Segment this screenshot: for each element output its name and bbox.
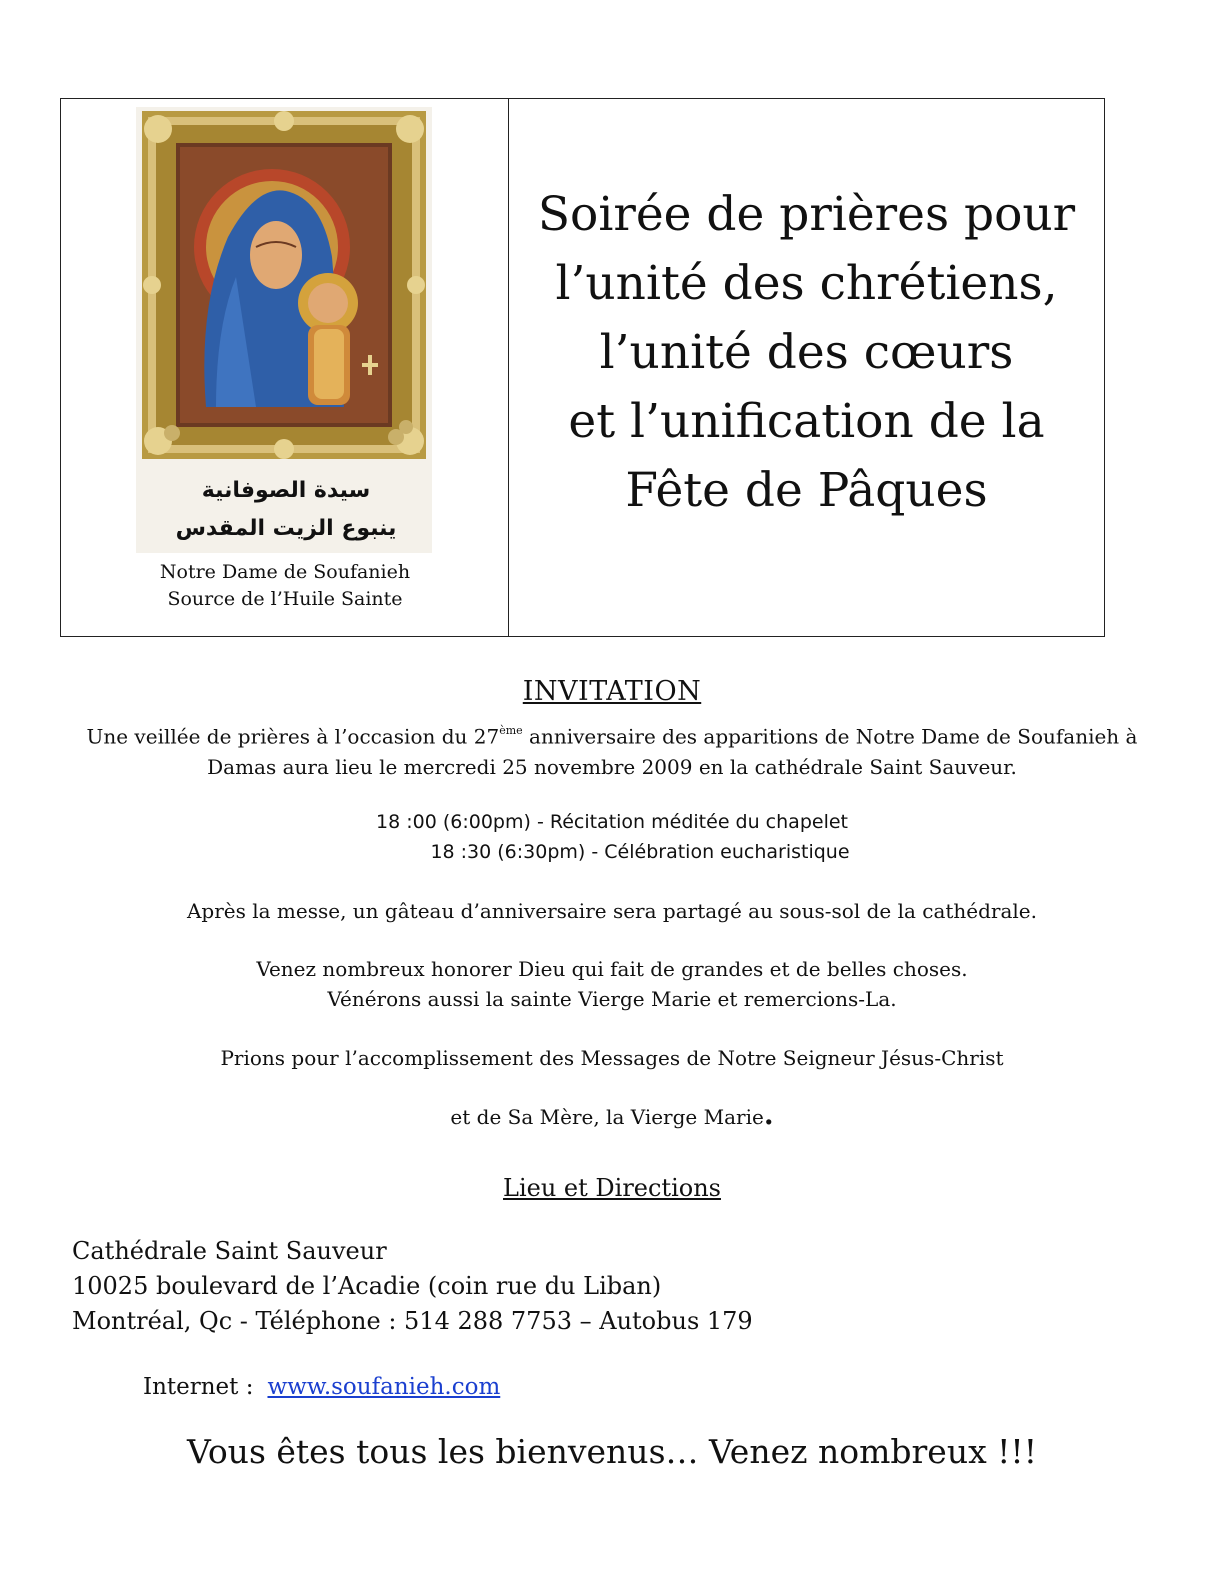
icon-cell [61, 99, 509, 636]
schedule-item [0, 807, 1224, 837]
schedule-label: - Récitation méditée du chapelet [536, 811, 848, 833]
title-line-1: Soirée de prières pour [537, 187, 1076, 242]
icon-arabic-line-1: سيدة الصوفانية [201, 478, 371, 503]
come-line-2: Vénérons aussi la sainte Vierge Marie et remercions-La. [327, 987, 897, 1011]
header-box [60, 98, 1105, 637]
schedule-label: - Célébration eucharistique [591, 841, 850, 863]
schedule-time: 18 :00 (6:00pm) [376, 811, 531, 833]
come-text [0, 954, 1224, 1014]
pray-line-1: Prions pour l’accomplissement des Messages de Notre Seigneur Jésus-Christ [220, 1046, 1004, 1070]
title-cell [509, 99, 1104, 636]
venue-name: Cathédrale Saint Sauveur [72, 1237, 387, 1265]
intro-line-1 [0, 718, 1224, 752]
website-link[interactable]: www.soufanieh.com [267, 1374, 501, 1400]
title-line-4: et l’unification de la [568, 394, 1045, 449]
city-phone-bus: Montréal, Qc - Téléphone : 514 288 7753 – Autobus 179 [72, 1307, 753, 1335]
street-address: 10025 boulevard de l’Acadie (coin rue du Liban) [72, 1272, 662, 1300]
madonna-icon [136, 107, 432, 553]
title-line-5: Fête de Pâques [625, 463, 988, 518]
welcome-message: Vous êtes tous les bienvenus… Venez nombreux !!! [187, 1432, 1037, 1471]
pray-line-2 [0, 1100, 1224, 1132]
madonna-icon-image [136, 107, 432, 553]
internet-label: Internet : [143, 1374, 254, 1400]
directions-heading: Lieu et Directions [503, 1174, 721, 1202]
icon-arabic-line-2: ينبوع الزيت المقدس [175, 516, 397, 541]
after-mass-text: Après la messe, un gâteau d’anniversaire sera partagé au sous-sol de la cathédrale. [186, 899, 1038, 923]
title-line-2: l’unité des chrétiens, [555, 256, 1058, 311]
title-line-3: l’unité des cœurs [599, 325, 1014, 380]
intro-text-a: Une veillée de prières à l’occasion du [86, 724, 474, 749]
page-title [538, 180, 1075, 525]
address-block [72, 1234, 753, 1339]
schedule-item [0, 837, 1224, 867]
come-line-1: Venez nombreux honorer Dieu qui fait de grandes et de belles choses. [256, 957, 968, 981]
internet-line [143, 1374, 500, 1400]
invitation-intro [0, 718, 1224, 782]
intro-text-b: anniversaire des apparitions de Notre Dame de Soufanieh à [522, 724, 1138, 749]
intro-superscript: ème [499, 724, 523, 737]
pray-line-2-period: . [763, 1098, 774, 1131]
schedule-time: 18 :30 (6:30pm) [430, 841, 586, 863]
pray-line-2-text: et de Sa Mère, la Vierge Marie [450, 1105, 764, 1129]
icon-caption-line-2: Source de l’Huile Sainte [167, 588, 403, 610]
schedule [0, 807, 1224, 867]
intro-line-2: Damas aura lieu le mercredi 25 novembre 2009 en la cathédrale Saint Sauveur. [207, 754, 1017, 779]
invitation-heading: INVITATION [522, 676, 702, 707]
icon-caption-line-1: Notre Dame de Soufanieh [159, 561, 411, 583]
icon-caption [61, 559, 509, 613]
intro-ordinal: 27 [473, 724, 500, 749]
